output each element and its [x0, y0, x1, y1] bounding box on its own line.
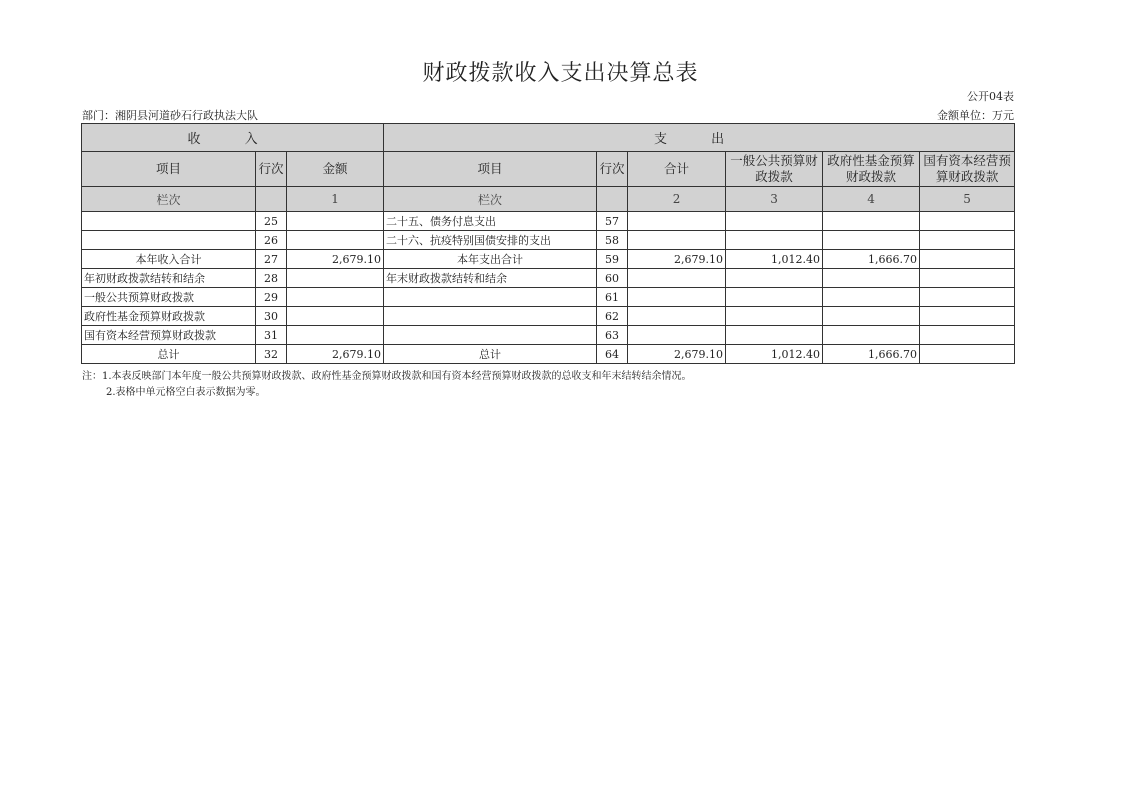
expense-section-header: 支 出	[384, 124, 1015, 152]
expense-general-budget	[726, 307, 823, 326]
expense-total: 2,679.10	[628, 250, 726, 269]
expense-line-no: 58	[597, 231, 628, 250]
header-line-no-expense: 行次	[597, 152, 628, 187]
expense-state-capital	[920, 288, 1015, 307]
expense-general-budget: 1,012.40	[726, 250, 823, 269]
expense-total	[628, 288, 726, 307]
income-line-no: 27	[256, 250, 287, 269]
expense-line-no: 57	[597, 212, 628, 231]
expense-line-no: 63	[597, 326, 628, 345]
expense-general-budget	[726, 231, 823, 250]
expense-item	[384, 288, 597, 307]
expense-total	[628, 307, 726, 326]
expense-general-budget	[726, 212, 823, 231]
expense-total	[628, 326, 726, 345]
expense-total	[628, 231, 726, 250]
table-row	[82, 231, 1015, 250]
expense-state-capital	[920, 231, 1015, 250]
unit-label: 金额单位：万元	[937, 109, 1014, 122]
expense-state-capital	[920, 326, 1015, 345]
expense-gov-fund	[823, 307, 920, 326]
expense-line-no: 60	[597, 269, 628, 288]
income-amount	[287, 269, 384, 288]
income-amount: 2,679.10	[287, 345, 384, 364]
income-item: 国有资本经营预算财政拨款	[82, 326, 256, 345]
expense-general-budget: 1,012.40	[726, 345, 823, 364]
expense-total	[628, 212, 726, 231]
header-item: 项目	[82, 152, 256, 187]
section-header-row	[82, 124, 1015, 152]
income-amount	[287, 212, 384, 231]
column-index-2: 2	[628, 187, 726, 212]
expense-item: 本年支出合计	[384, 250, 597, 269]
header-gov-fund: 政府性基金预算财政拨款	[823, 152, 920, 187]
expense-state-capital	[920, 250, 1015, 269]
column-index-1: 1	[287, 187, 384, 212]
expense-line-no: 61	[597, 288, 628, 307]
table-row	[82, 345, 1015, 364]
column-index-blank-expense	[597, 187, 628, 212]
income-amount	[287, 288, 384, 307]
expense-gov-fund	[823, 212, 920, 231]
column-index-label-expense: 栏次	[384, 187, 597, 212]
header-state-capital: 国有资本经营预算财政拨款	[920, 152, 1015, 187]
column-index-3: 3	[726, 187, 823, 212]
column-index-row	[82, 187, 1015, 212]
income-line-no: 32	[256, 345, 287, 364]
expense-item: 二十六、抗疫特别国债安排的支出	[384, 231, 597, 250]
footnotes	[82, 369, 692, 401]
expense-state-capital	[920, 212, 1015, 231]
expense-state-capital	[920, 307, 1015, 326]
income-line-no: 29	[256, 288, 287, 307]
expense-item: 二十五、债务付息支出	[384, 212, 597, 231]
income-line-no: 31	[256, 326, 287, 345]
table-row	[82, 212, 1015, 231]
expense-state-capital	[920, 345, 1015, 364]
column-index-label: 栏次	[82, 187, 256, 212]
table-row	[82, 269, 1015, 288]
table-row	[82, 288, 1015, 307]
header-item-expense: 项目	[384, 152, 597, 187]
expense-gov-fund	[823, 288, 920, 307]
expense-gov-fund	[823, 269, 920, 288]
column-index-5: 5	[920, 187, 1015, 212]
income-line-no: 28	[256, 269, 287, 288]
income-section-header: 收 入	[82, 124, 384, 152]
expense-item: 年末财政拨款结转和结余	[384, 269, 597, 288]
expense-line-no: 59	[597, 250, 628, 269]
income-amount: 2,679.10	[287, 250, 384, 269]
expense-line-no: 62	[597, 307, 628, 326]
table-row	[82, 307, 1015, 326]
header-total: 合计	[628, 152, 726, 187]
form-code: 公开04表	[967, 90, 1014, 103]
expense-item: 总计	[384, 345, 597, 364]
expense-total	[628, 269, 726, 288]
column-index-4: 4	[823, 187, 920, 212]
expense-gov-fund: 1,666.70	[823, 250, 920, 269]
expense-general-budget	[726, 326, 823, 345]
expense-item	[384, 307, 597, 326]
expense-total: 2,679.10	[628, 345, 726, 364]
income-line-no: 30	[256, 307, 287, 326]
income-item	[82, 231, 256, 250]
footnote-1: 注：1.本表反映部门本年度一般公共预算财政拨款、政府性基金预算财政拨款和国有资本经营预算财政拨款的总收支和年末结转结余情况。	[82, 371, 692, 382]
column-index-blank	[256, 187, 287, 212]
expense-line-no: 64	[597, 345, 628, 364]
page-title: 财政拨款收入支出决算总表	[422, 61, 699, 86]
expense-state-capital	[920, 269, 1015, 288]
income-item	[82, 212, 256, 231]
income-amount	[287, 326, 384, 345]
header-general-budget: 一般公共预算财政拨款	[726, 152, 823, 187]
income-amount	[287, 231, 384, 250]
income-line-no: 25	[256, 212, 287, 231]
header-line-no: 行次	[256, 152, 287, 187]
expense-general-budget	[726, 288, 823, 307]
table-row	[82, 326, 1015, 345]
table-row	[82, 250, 1015, 269]
income-item: 政府性基金预算财政拨款	[82, 307, 256, 326]
header-amount: 金额	[287, 152, 384, 187]
income-item: 一般公共预算财政拨款	[82, 288, 256, 307]
expense-general-budget	[726, 269, 823, 288]
budget-summary-table	[81, 123, 1015, 364]
income-amount	[287, 307, 384, 326]
column-header-row	[82, 152, 1015, 187]
expense-gov-fund	[823, 326, 920, 345]
income-item: 年初财政拨款结转和结余	[82, 269, 256, 288]
income-line-no: 26	[256, 231, 287, 250]
expense-gov-fund: 1,666.70	[823, 345, 920, 364]
footnote-2: 2.表格中单元格空白表示数据为零。	[106, 387, 266, 398]
department-label: 部门：湘阴县河道砂石行政执法大队	[82, 109, 258, 122]
expense-item	[384, 326, 597, 345]
expense-gov-fund	[823, 231, 920, 250]
income-item: 本年收入合计	[82, 250, 256, 269]
income-item: 总计	[82, 345, 256, 364]
